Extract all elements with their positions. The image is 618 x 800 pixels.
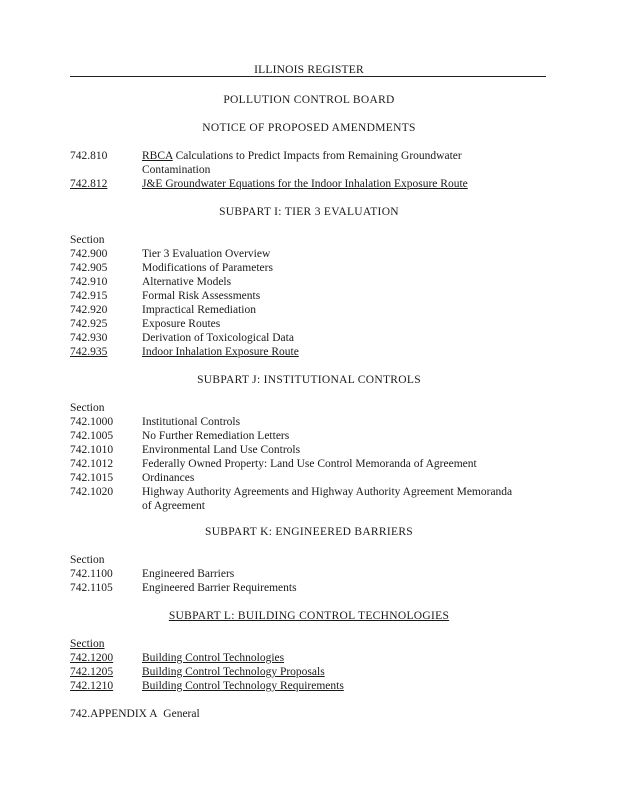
notice-title: NOTICE OF PROPOSED AMENDMENTS bbox=[202, 122, 416, 134]
section-number: 742.920 bbox=[70, 304, 108, 316]
list-item bbox=[70, 276, 550, 290]
section-number: 742.935 bbox=[70, 346, 108, 358]
section-title: Indoor Inhalation Exposure Route bbox=[142, 346, 299, 358]
subpart-j-heading: SUBPART J: INSTITUTIONAL CONTROLS bbox=[197, 374, 421, 386]
subpart-i-heading: SUBPART I: TIER 3 EVALUATION bbox=[219, 206, 399, 218]
list-item bbox=[70, 332, 550, 346]
section-number: 742.1100 bbox=[70, 568, 113, 580]
section-title: Engineered Barriers bbox=[142, 568, 235, 580]
section-label: Section bbox=[70, 638, 105, 650]
appendix-label: 742.APPENDIX A bbox=[70, 708, 158, 720]
section-number: 742.1010 bbox=[70, 444, 114, 456]
appendix-title: General bbox=[163, 708, 200, 720]
section-title: Federally Owned Property: Land Use Control Memoranda of Agreement bbox=[142, 458, 477, 470]
list-item bbox=[70, 178, 550, 192]
register-header bbox=[0, 64, 618, 76]
list-item bbox=[70, 262, 550, 276]
section-number: 742.1020 bbox=[70, 486, 114, 498]
section-title: Exposure Routes bbox=[142, 318, 221, 330]
section-number: 742.910 bbox=[70, 276, 108, 288]
section-number: 742.900 bbox=[70, 248, 108, 260]
title-rest: Calculations to Predict Impacts from Remaining Groundwater bbox=[172, 150, 462, 162]
list-item bbox=[70, 416, 550, 430]
section-number: 742.1015 bbox=[70, 472, 114, 484]
section-number: 742.812 bbox=[70, 178, 108, 190]
section-title: Formal Risk Assessments bbox=[142, 290, 261, 302]
section-number: 742.1105 bbox=[70, 582, 113, 594]
section-number: 742.1000 bbox=[70, 416, 114, 428]
section-title: Impractical Remediation bbox=[142, 304, 256, 316]
section-title: Institutional Controls bbox=[142, 416, 241, 428]
section-title: Derivation of Toxicological Data bbox=[142, 332, 294, 344]
section-title-cont: of Agreement bbox=[142, 500, 205, 512]
list-item bbox=[70, 304, 550, 318]
section-number: 742.915 bbox=[70, 290, 108, 302]
list-item bbox=[70, 582, 550, 596]
list-item bbox=[70, 248, 550, 262]
list-item bbox=[70, 472, 550, 486]
header-rule bbox=[70, 76, 546, 77]
section-number: 742.1005 bbox=[70, 430, 114, 442]
list-item bbox=[70, 486, 550, 512]
section-title: Alternative Models bbox=[142, 276, 232, 288]
register-title: ILLINOIS REGISTER bbox=[250, 64, 368, 76]
section-number: 742.930 bbox=[70, 332, 108, 344]
section-title: Engineered Barrier Requirements bbox=[142, 582, 297, 594]
section-title: Building Control Technology Requirements bbox=[142, 680, 344, 692]
section-label: Section bbox=[70, 234, 105, 246]
list-item bbox=[70, 346, 550, 360]
section-number: 742.1205 bbox=[70, 666, 114, 678]
appendix-entry bbox=[70, 708, 200, 720]
section-title: Tier 3 Evaluation Overview bbox=[142, 248, 271, 260]
list-item bbox=[70, 652, 550, 666]
list-item bbox=[70, 290, 550, 304]
subpart-k-heading: SUBPART K: ENGINEERED BARRIERS bbox=[205, 526, 413, 538]
section-label: Section bbox=[70, 402, 105, 414]
list-item bbox=[70, 318, 550, 332]
section-title bbox=[142, 150, 462, 162]
section-number: 742.925 bbox=[70, 318, 108, 330]
list-item bbox=[70, 666, 550, 680]
list-item bbox=[70, 444, 550, 458]
section-title: J&E Groundwater Equations for the Indoor Inhalation Exposure Route bbox=[142, 178, 468, 190]
section-title: No Further Remediation Letters bbox=[142, 430, 290, 442]
section-title: Modifications of Parameters bbox=[142, 262, 273, 274]
section-title: Ordinances bbox=[142, 472, 195, 484]
section-title: Building Control Technologies bbox=[142, 652, 285, 664]
subpart-l-heading: SUBPART L: BUILDING CONTROL TECHNOLOGIES bbox=[168, 610, 450, 622]
list-item bbox=[70, 430, 550, 444]
section-title-cont: Contamination bbox=[142, 164, 211, 176]
agency-title: POLLUTION CONTROL BOARD bbox=[223, 94, 395, 106]
section-number: 742.1200 bbox=[70, 652, 114, 664]
list-item bbox=[70, 458, 550, 472]
section-title: Highway Authority Agreements and Highway Authority Agreement Memoranda bbox=[142, 486, 513, 498]
section-number: 742.1012 bbox=[70, 458, 114, 470]
section-number: 742.905 bbox=[70, 262, 108, 274]
list-item bbox=[70, 680, 550, 694]
list-item bbox=[70, 568, 550, 582]
section-number: 742.810 bbox=[70, 150, 108, 162]
section-title: Building Control Technology Proposals bbox=[142, 666, 325, 678]
underlined-part: RBCA bbox=[142, 150, 173, 162]
section-number: 742.1210 bbox=[70, 680, 114, 692]
section-label: Section bbox=[70, 554, 105, 566]
list-item bbox=[70, 150, 550, 176]
section-title: Environmental Land Use Controls bbox=[142, 444, 301, 456]
